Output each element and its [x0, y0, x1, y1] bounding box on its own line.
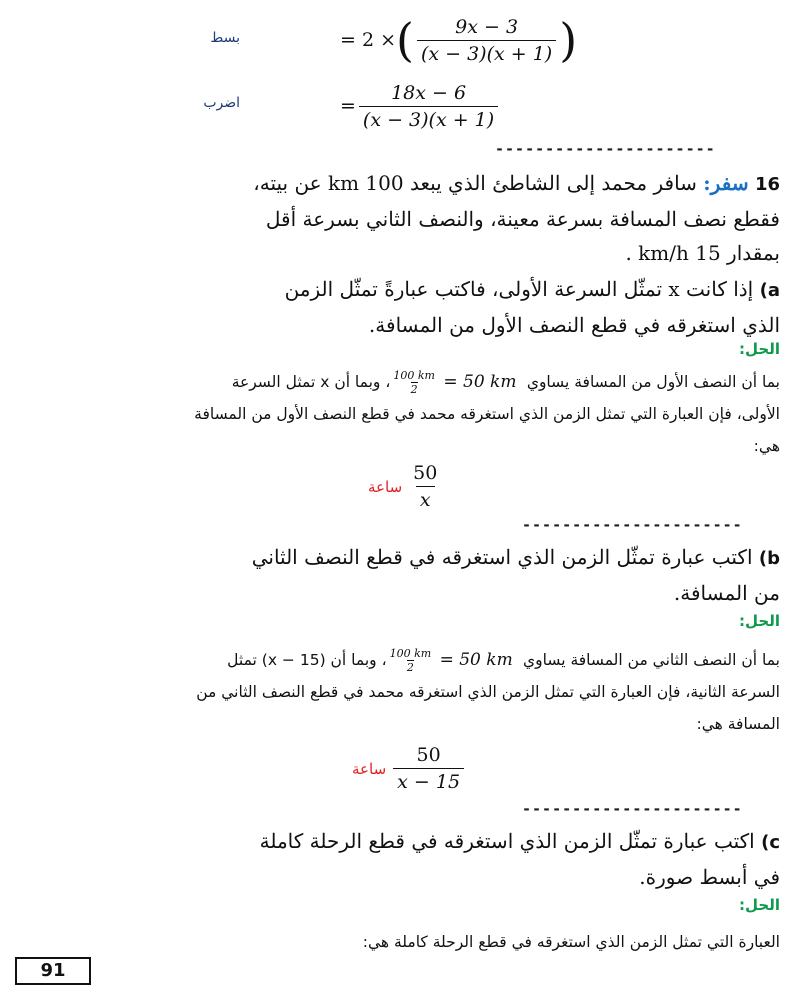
part-a-answer-unit: ساعة	[368, 477, 403, 496]
step-note-simplify: بسط	[210, 30, 240, 46]
part-a-solution	[45, 366, 780, 462]
part-c-sol-line-1: العبارة التي تمثل الزمن الذي استغرقه في قطع الرحلة كاملة هي:	[362, 933, 780, 951]
equation-1-lhs: = 2 ×	[340, 29, 397, 51]
part-b-answer-num: 50	[416, 744, 441, 766]
part-a-label: a)	[759, 280, 780, 301]
part-b-line-2: من المسافة.	[673, 581, 780, 605]
part-b-answer-unit: ساعة	[352, 759, 387, 778]
equation-1-fraction	[417, 16, 556, 65]
equation-1: = 2 × ( $\frac{9x - 3}{(x - 3)(x + 1)}$ )	[340, 13, 578, 67]
part-c-question	[200, 824, 780, 894]
part-c-label: c)	[761, 832, 780, 853]
part-a-question	[240, 272, 780, 342]
part-b-sol-frac-den: 2	[406, 660, 414, 674]
equation-2-denominator: (x − 3)(x + 1)	[359, 106, 498, 131]
equation-2	[340, 76, 501, 136]
part-b-label: b)	[758, 548, 780, 569]
part-b-question	[180, 540, 780, 610]
part-b-sol-line-3: المسافة هي:	[696, 715, 780, 733]
problem-text-line-2: فقطع نصف المسافة بسرعة معينة، والنصف الثاني بسرعة أقل	[265, 207, 780, 231]
page-number: 91	[15, 957, 91, 985]
equation-2-lhs: =	[340, 95, 356, 117]
part-a-answer-num: 50	[413, 462, 438, 484]
part-b-solution-label: الحل:	[739, 612, 780, 630]
problem-text-line-3: بمقدار 15 km/h .	[625, 241, 780, 265]
part-a-line-1: إذا كانت x تمثّل السرعة الأولى، فاكتب عبارةً تمثّل الزمن	[284, 277, 754, 301]
separator-3: ----------------------	[522, 800, 743, 818]
equation-1-denominator: (x − 3)(x + 1)	[417, 40, 556, 65]
separator-1: ----------------------	[495, 140, 716, 158]
part-a-sol-suffix: ، وبما أن x تمثل السرعة	[231, 373, 391, 391]
part-a-sol-math	[390, 368, 522, 396]
part-b-sol-line-2: السرعة الثانية، فإن العبارة التي تمثل الزمن الذي استغرقه محمد في قطع النصف الثاني من	[196, 683, 780, 701]
part-b-sol-prefix: بما أن النصف الثاني من المسافة يساوي	[523, 651, 780, 669]
part-b-sol-frac-num: 100 km	[389, 646, 432, 660]
part-a-answer-den: x	[416, 486, 435, 511]
part-a-sol-line-3: هي:	[753, 437, 780, 455]
part-b-answer	[352, 744, 467, 793]
problem-16	[140, 166, 780, 270]
part-b-solution	[45, 644, 780, 740]
problem-16-line-1	[140, 166, 780, 202]
separator-2: ----------------------	[522, 516, 743, 534]
part-b-sol-math	[387, 646, 519, 674]
part-b-answer-den: x − 15	[393, 768, 464, 793]
part-a-sol-prefix: بما أن النصف الأول من المسافة يساوي	[526, 373, 780, 391]
part-c-solution-label: الحل:	[739, 896, 780, 914]
part-a-sol-eq: = 50 km	[443, 372, 517, 392]
step-note-multiply: اضرب	[203, 95, 240, 111]
problem-number: 16	[754, 174, 780, 195]
part-a-sol-frac-num: 100 km	[393, 368, 435, 382]
equation-1-numerator: 9x − 3	[455, 15, 519, 38]
part-b-sol-eq: = 50 km	[439, 650, 513, 670]
part-a-sol-frac-den: 2	[410, 382, 418, 396]
part-b-sol-suffix: ، وبما أن (x − 15) تمثل	[227, 651, 387, 669]
part-a-answer	[368, 462, 444, 511]
part-a-line-2: الذي استغرقه في قطع النصف الأول من المسافة.	[368, 313, 780, 337]
equation-2-numerator: 18x − 6	[391, 81, 467, 104]
part-c-line-1: اكتب عبارة تمثّل الزمن الذي استغرقه في قطع الرحلة كاملة	[259, 829, 755, 853]
part-b-line-1: اكتب عبارة تمثّل الزمن الذي استغرقه في قطع النصف الثاني	[251, 545, 753, 569]
problem-title: سفر:	[703, 171, 749, 195]
part-a-sol-line-2: الأولى، فإن العبارة التي تمثل الزمن الذي استغرقه محمد في قطع النصف الأول من المسافة	[194, 405, 780, 423]
problem-text-line-1: سافر محمد إلى الشاطئ الذي يبعد 100 km عن بيته،	[253, 171, 697, 195]
part-a-solution-label: الحل:	[739, 340, 780, 358]
equation-2-fraction	[359, 82, 498, 131]
part-c-line-2: في أبسط صورة.	[639, 865, 780, 889]
